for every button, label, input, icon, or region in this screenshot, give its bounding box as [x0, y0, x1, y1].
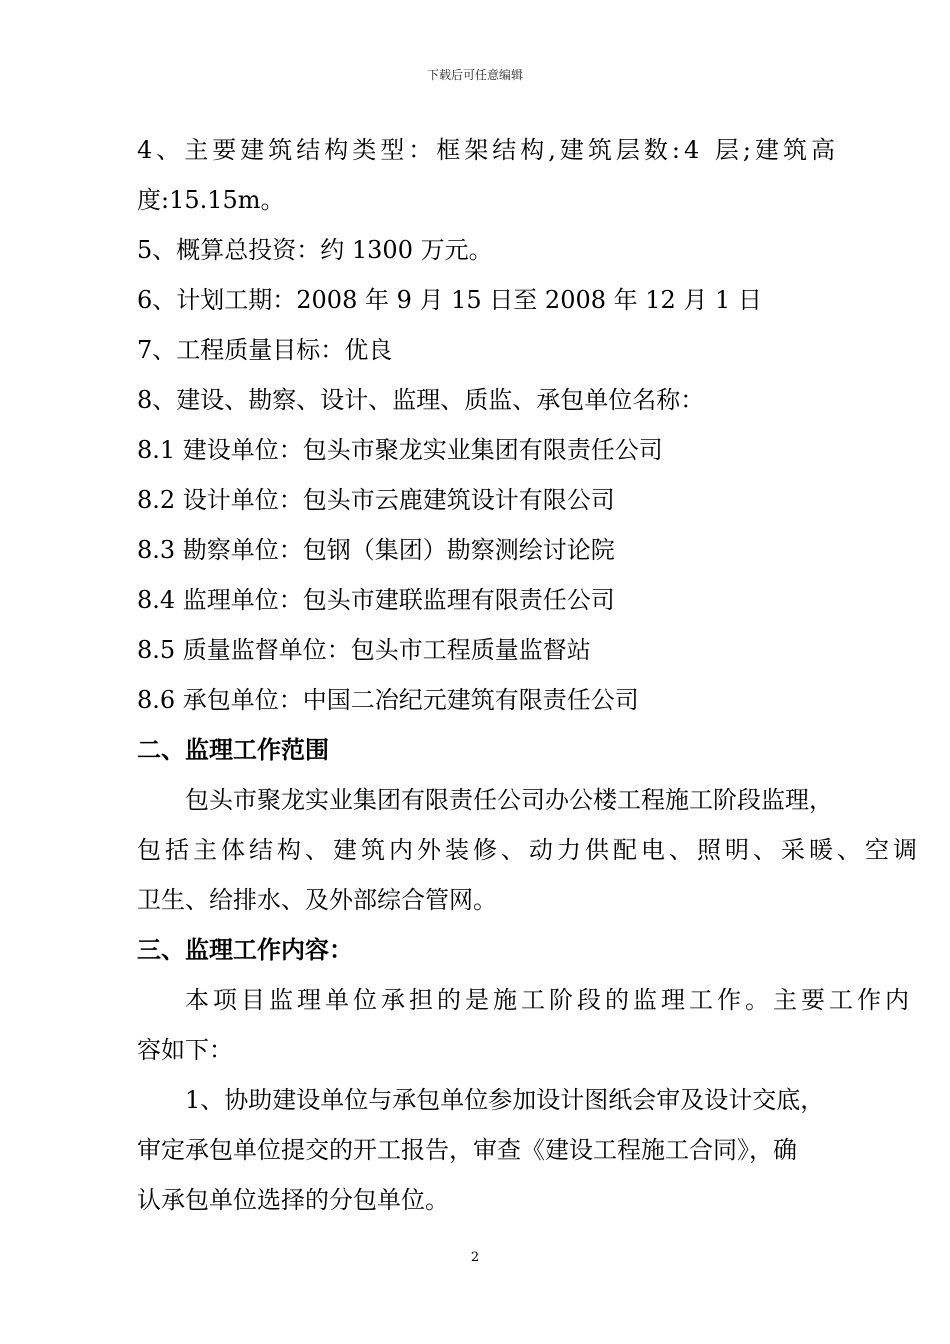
body-line: 1、协助建设单位与承包单位参加设计图纸会审及设计交底，: [185, 1086, 825, 1114]
body-line: 本项目监理单位承担的是施工阶段的监理工作。主要工作内: [185, 986, 913, 1014]
document-body: [137, 128, 921, 1228]
body-line: 8.3 勘察单位：包钢（集团）勘察测绘讨论院: [137, 536, 615, 564]
page-number: 2: [470, 1250, 480, 1265]
body-line: 8.2 设计单位：包头市云鹿建筑设计有限公司: [137, 486, 615, 514]
body-line: 8.5 质量监督单位：包头市工程质量监督站: [137, 636, 591, 664]
body-line: 包括主体结构、建筑内外装修、动力供配电、照明、采暖、空调: [137, 836, 921, 864]
body-line: 7、工程质量目标：优良: [137, 336, 393, 364]
page-header: 下载后可任意编辑: [426, 68, 523, 82]
body-line: 认承包单位选择的分包单位。: [137, 1186, 449, 1214]
body-line: 容如下：: [137, 1036, 233, 1064]
body-line: 8、建设、勘察、设计、监理、质监、承包单位名称：: [137, 386, 705, 414]
body-line: 8.6 承包单位：中国二冶纪元建筑有限责任公司: [137, 686, 639, 714]
body-line: 包头市聚龙实业集团有限责任公司办公楼工程施工阶段监理，: [185, 786, 833, 814]
section-heading: 二、监理工作范围: [137, 735, 329, 764]
body-line: 6、计划工期：2008 年 9 月 15 日至 2008 年 12 月 1 日: [137, 286, 762, 314]
section-heading: 三、监理工作内容：: [137, 935, 353, 964]
body-line: 8.4 监理单位：包头市建联监理有限责任公司: [137, 586, 615, 614]
body-line: 审定承包单位提交的开工报告，审查《建设工程施工合同》，确: [137, 1136, 797, 1164]
body-line: 5、概算总投资：约 1300 万元。: [137, 236, 493, 264]
body-line: 度:15.15m。: [137, 186, 285, 214]
body-line: 4、主要建筑结构类型：框架结构,建筑层数:4 层;建筑高: [137, 136, 839, 164]
body-line: 8.1 建设单位：包头市聚龙实业集团有限责任公司: [137, 436, 663, 464]
body-line: 卫生、给排水、及外部综合管网。: [137, 886, 497, 914]
